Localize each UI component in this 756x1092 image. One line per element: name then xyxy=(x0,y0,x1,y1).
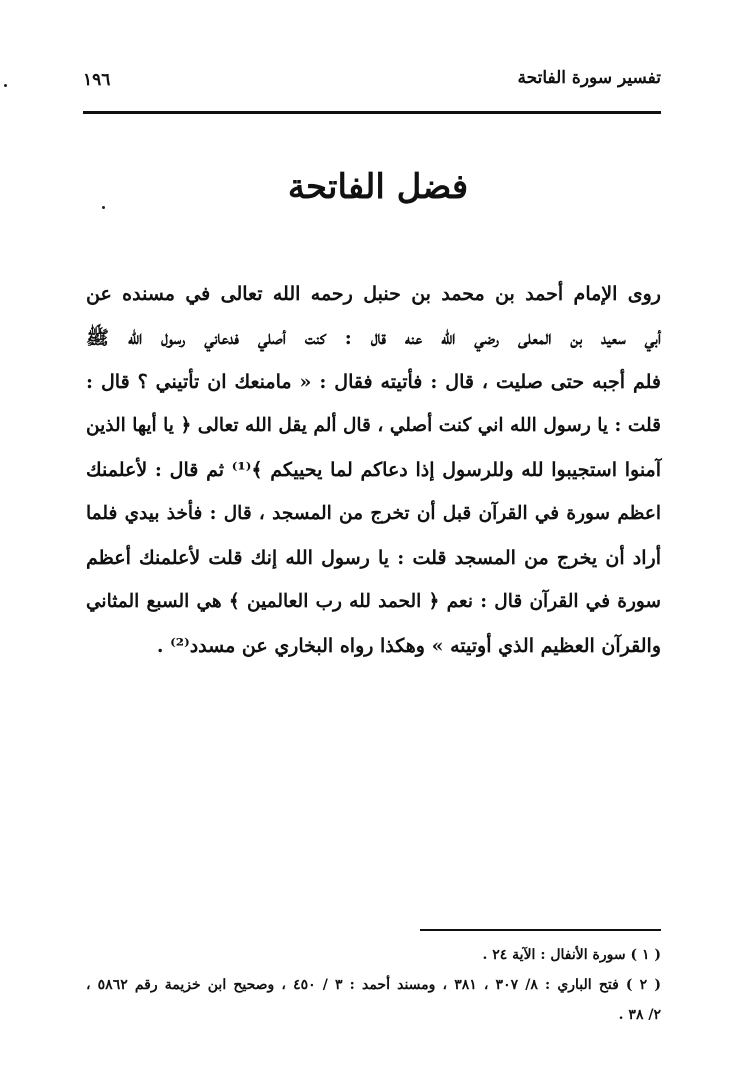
footnote-continuation: ٢/ ٣٨ . xyxy=(618,1007,661,1023)
scan-speck xyxy=(102,206,105,209)
page-header xyxy=(83,66,661,100)
body-line: اعظم سورة في القرآن قبل أن تخرج من المسجد ، قال : فأخذ بيدي فلما xyxy=(86,503,661,524)
body-line: أراد أن يخرج من المسجد قلت : يا رسول الله إنك قلت لأعلمنك أعظم xyxy=(86,547,661,569)
body-line: أبي سعيد بن المعلى رضي الله عنه قال : كنت أصلي فدعاني رسول الله ﷺ xyxy=(86,327,661,349)
header-rule xyxy=(83,111,661,114)
body-line: والقرآن العظيم الذي أوتيته » وهكذا رواه البخاري عن مسدد⁽²⁾ . xyxy=(156,635,661,657)
footnotes xyxy=(86,940,661,1030)
scan-speck xyxy=(4,84,7,87)
footnote: ( ١ ) سورة الأنفال : الآية ٢٤ . xyxy=(482,947,661,963)
body-line: آمنوا استجيبوا لله وللرسول إذا دعاكم لما يحييكم ﴾⁽¹⁾ ثم قال : لأعلمنك xyxy=(86,459,662,481)
body-line: سورة في القرآن قال : نعم ﴿ الحمد لله رب العالمين ﴾ هي السبع المثاني xyxy=(86,591,661,612)
body-line: قلت : يا رسول الله اني كنت أصلي ، قال ألم يقل الله تعالى ﴿ يا أيها الذين xyxy=(86,415,661,436)
running-title: تفسير سورة الفاتحة xyxy=(517,68,661,88)
body-text xyxy=(86,272,661,668)
body-line: فلم أجبه حتى صليت ، قال : فأتيته فقال : « مامنعك ان تأتيني ؟ قال : xyxy=(86,371,661,393)
body-line: روى الإمام أحمد بن محمد بن حنبل رحمه الله تعالى في مسنده عن xyxy=(86,283,661,305)
section-heading: فضل الفاتحة xyxy=(287,167,469,207)
footnote: ( ٢ ) فتح الباري : ٨/ ٣٠٧ ، ٣٨١ ، ومسند أحمد : ٣ / ٤٥٠ ، وصحيح ابن خزيمة رقم ٥٨٦٢ ، xyxy=(86,977,661,993)
page-number: ١٩٦ xyxy=(83,70,111,90)
footnote-rule xyxy=(420,929,661,931)
